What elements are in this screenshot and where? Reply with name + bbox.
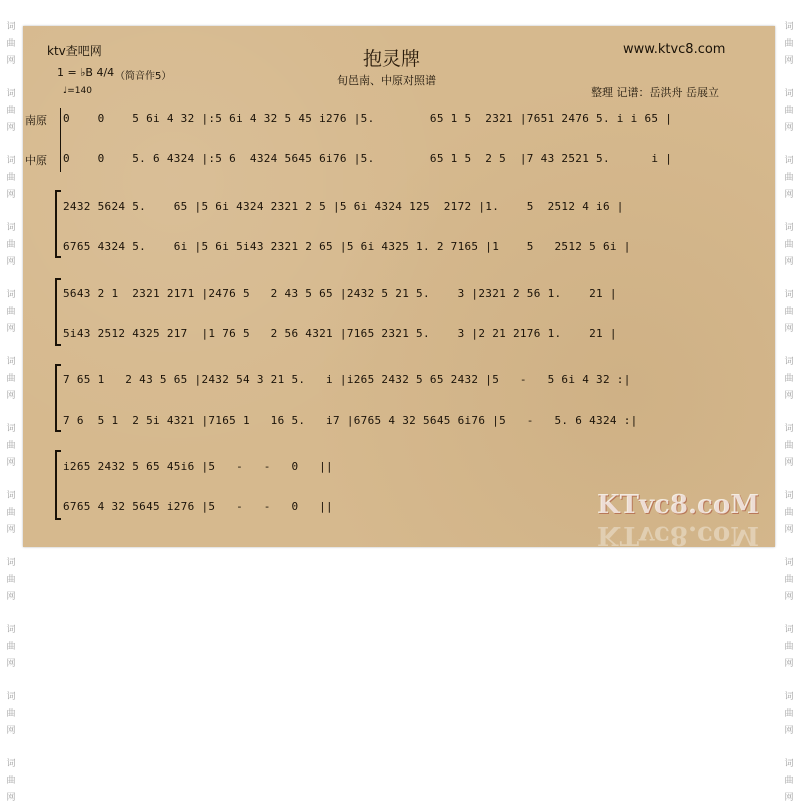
side-watermark-glyph: 网 <box>6 391 16 401</box>
side-watermark-glyph: 曲 <box>784 240 794 250</box>
system-3-bracket <box>55 278 61 346</box>
side-watermark-glyph: 词 <box>784 156 794 166</box>
side-watermark-glyph: 曲 <box>784 642 794 652</box>
side-watermark-glyph: 网 <box>6 592 16 602</box>
side-watermark-glyph: 网 <box>6 458 16 468</box>
side-watermark-glyph: 词 <box>6 22 16 32</box>
side-watermark-glyph: 曲 <box>784 307 794 317</box>
side-watermark-glyph: 词 <box>784 89 794 99</box>
side-watermark-glyph: 网 <box>784 123 794 133</box>
side-watermark-glyph: 词 <box>784 357 794 367</box>
side-watermark-glyph: 曲 <box>784 106 794 116</box>
side-watermark-glyph: 网 <box>784 458 794 468</box>
side-watermark-glyph: 词 <box>784 558 794 568</box>
side-watermark-glyph: 词 <box>784 692 794 702</box>
side-watermark-glyph: 网 <box>784 190 794 200</box>
side-watermark-glyph: 曲 <box>784 575 794 585</box>
side-watermark-glyph: 词 <box>6 89 16 99</box>
song-subtitle: 旬邑南、中原对照谱 <box>337 74 436 87</box>
side-watermark-glyph: 网 <box>784 324 794 334</box>
side-watermark-glyph: 网 <box>6 324 16 334</box>
key-signature: 1 = ♭B 4/4 <box>57 66 115 79</box>
system-5-bottom-line: 6765 4 32 5645 i276 |5 - - 0 || <box>63 500 333 513</box>
side-watermark-glyph: 词 <box>784 759 794 769</box>
side-watermark-glyph: 曲 <box>784 709 794 719</box>
side-watermark-glyph: 曲 <box>6 374 16 384</box>
side-watermark-glyph: 网 <box>6 257 16 267</box>
side-watermark-glyph: 词 <box>784 223 794 233</box>
system-start-bar <box>60 108 61 172</box>
side-watermark-glyph: 词 <box>6 692 16 702</box>
system-3-top-line: 5643 2 1 2321 2171 |2476 5 2 43 5 65 |2432 5 21 5. 3 |2321 2 56 1. 21 | <box>63 287 617 300</box>
side-watermark-glyph: 网 <box>784 391 794 401</box>
left-watermark-strip <box>0 0 22 803</box>
system-2-bracket <box>55 190 61 258</box>
side-watermark-glyph: 曲 <box>784 776 794 786</box>
side-watermark-glyph: 词 <box>784 22 794 32</box>
side-watermark-glyph: 词 <box>784 491 794 501</box>
side-watermark-glyph: 词 <box>784 290 794 300</box>
site-logo-watermark: KTvc8.coM <box>597 490 759 520</box>
side-watermark-glyph: 网 <box>784 793 794 803</box>
side-watermark-glyph: 曲 <box>6 709 16 719</box>
side-watermark-glyph: 词 <box>784 424 794 434</box>
score-sheet <box>23 26 775 550</box>
side-watermark-glyph: 网 <box>6 56 16 66</box>
side-watermark-glyph: 词 <box>6 424 16 434</box>
tempo-marking: ♩=140 <box>63 86 92 96</box>
side-watermark-glyph: 曲 <box>6 441 16 451</box>
side-watermark-glyph: 网 <box>6 525 16 535</box>
site-name-left: ktv查吧网 <box>47 44 102 58</box>
side-watermark-glyph: 曲 <box>784 374 794 384</box>
side-watermark-glyph: 词 <box>784 625 794 635</box>
side-watermark-glyph: 曲 <box>6 240 16 250</box>
site-logo-reflection: KTvc8.coM <box>597 520 759 550</box>
part-label-central: 中原 <box>25 154 47 167</box>
side-watermark-glyph: 曲 <box>6 575 16 585</box>
side-watermark-glyph: 曲 <box>6 173 16 183</box>
side-watermark-glyph: 词 <box>6 625 16 635</box>
system-1-bottom-line: 0 0 5. 6 4324 |:5 6 4324 5645 6i76 |5. 65 1 5 2 5 |7 43 2521 5. i | <box>63 152 673 165</box>
side-watermark-glyph: 曲 <box>784 39 794 49</box>
side-watermark-glyph: 曲 <box>6 508 16 518</box>
side-watermark-glyph: 词 <box>6 357 16 367</box>
side-watermark-glyph: 词 <box>6 290 16 300</box>
side-watermark-glyph: 词 <box>6 156 16 166</box>
side-watermark-glyph: 词 <box>6 491 16 501</box>
side-watermark-glyph: 网 <box>6 123 16 133</box>
system-1-top-line: 0 0 5 6i 4 32 |:5 6i 4 32 5 45 i276 |5. 65 1 5 2321 |7651 2476 5. i i 65 | <box>63 112 673 125</box>
system-4-top-line: 7 65 1 2 43 5 65 |2432 54 3 21 5. i |i265 2432 5 65 2432 |5 - 5 6i 4 32 :| <box>63 373 631 386</box>
side-watermark-glyph: 词 <box>6 759 16 769</box>
side-watermark-glyph: 曲 <box>6 106 16 116</box>
side-watermark-glyph: 词 <box>6 558 16 568</box>
site-url: www.ktvc8.com <box>623 42 726 57</box>
side-watermark-glyph: 网 <box>6 726 16 736</box>
system-3-bottom-line: 5i43 2512 4325 217 |1 76 5 2 56 4321 |7165 2321 5. 3 |2 21 2176 1. 21 | <box>63 327 617 340</box>
side-watermark-glyph: 曲 <box>6 307 16 317</box>
song-title: 抱灵牌 <box>363 48 421 70</box>
side-watermark-glyph: 曲 <box>6 776 16 786</box>
side-watermark-glyph: 网 <box>6 793 16 803</box>
system-2-bottom-line: 6765 4324 5. 6i |5 6i 5i43 2321 2 65 |5 6i 4325 1. 2 7165 |1 5 2512 5 6i | <box>63 240 631 253</box>
side-watermark-glyph: 网 <box>784 726 794 736</box>
side-watermark-glyph: 曲 <box>784 508 794 518</box>
side-watermark-glyph: 词 <box>6 223 16 233</box>
part-label-south: 南原 <box>25 114 47 127</box>
system-2-top-line: 2432 5624 5. 65 |5 6i 4324 2321 2 5 |5 6i 4324 125 2172 |1. 5 2512 4 i6 | <box>63 200 624 213</box>
side-watermark-glyph: 网 <box>784 56 794 66</box>
system-4-bottom-line: 7 6 5 1 2 5i 4321 |7165 1 16 5. i7 |6765 4 32 5645 6i76 |5 - 5. 6 4324 :| <box>63 414 638 427</box>
side-watermark-glyph: 曲 <box>784 441 794 451</box>
side-watermark-glyph: 网 <box>784 659 794 669</box>
key-note: （简音作5） <box>115 71 172 82</box>
system-5-top-line: i265 2432 5 65 45i6 |5 - - 0 || <box>63 460 333 473</box>
side-watermark-glyph: 网 <box>6 659 16 669</box>
system-5-bracket <box>55 450 61 520</box>
side-watermark-glyph: 曲 <box>6 642 16 652</box>
side-watermark-glyph: 曲 <box>6 39 16 49</box>
side-watermark-glyph: 网 <box>784 257 794 267</box>
credits: 整理 记谱：岳洪舟 岳展立 <box>591 86 719 99</box>
side-watermark-glyph: 曲 <box>784 173 794 183</box>
side-watermark-glyph: 网 <box>784 525 794 535</box>
side-watermark-glyph: 网 <box>6 190 16 200</box>
system-4-bracket <box>55 364 61 432</box>
right-watermark-strip <box>778 0 800 803</box>
side-watermark-glyph: 网 <box>784 592 794 602</box>
